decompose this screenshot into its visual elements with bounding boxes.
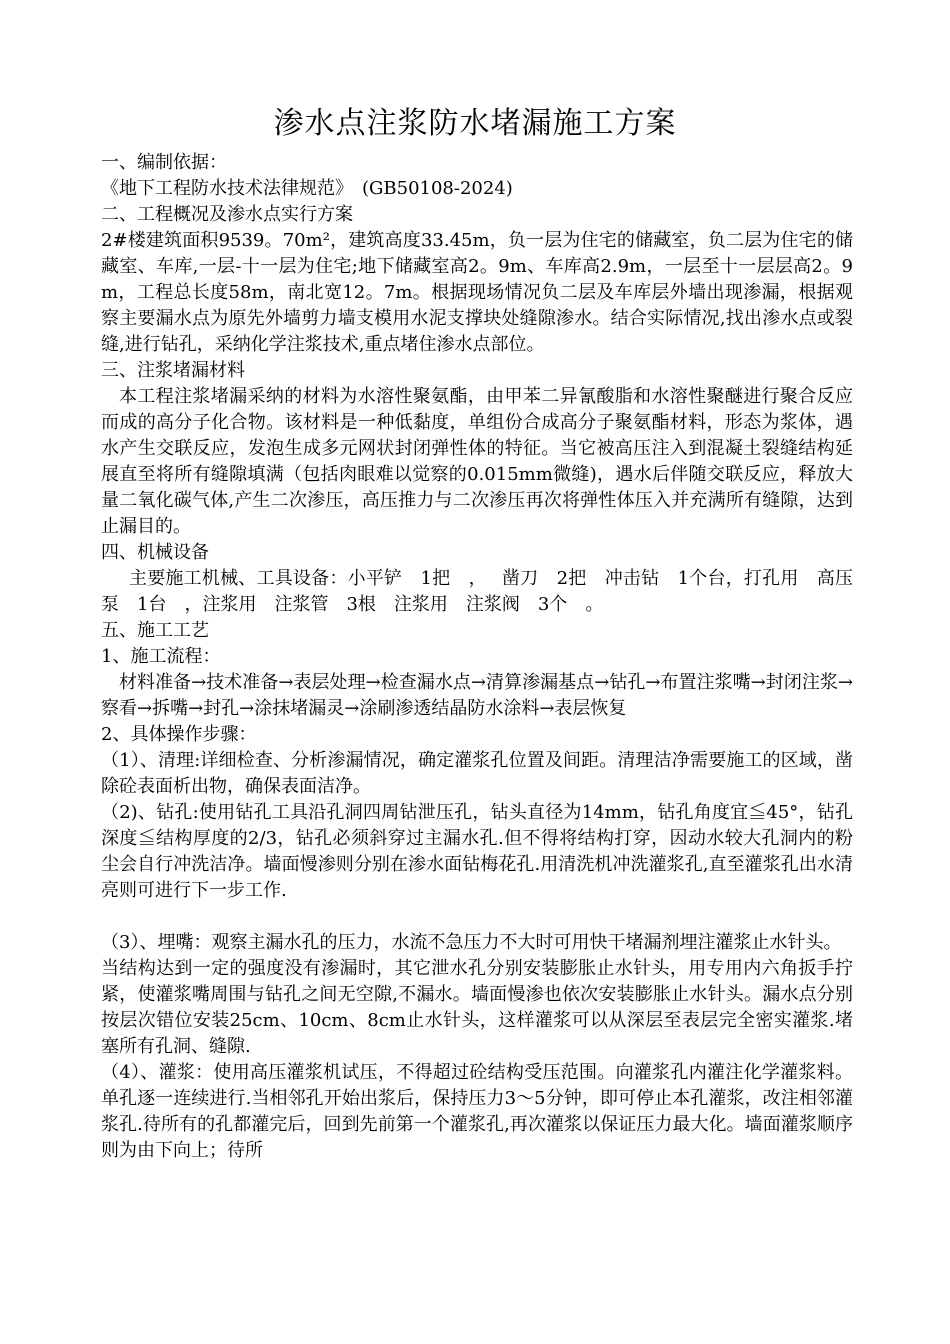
subheading-steps: 2、具体操作步骤： <box>101 724 257 745</box>
reference-standard: 《地下工程防水技术法律规范》 (GB50108-2024) <box>101 178 513 199</box>
step-drilling: （2)、钻孔:使用钻孔工具沿孔洞四周钻泄压孔，钻头直径为14mm，钻孔角度宜≦45°，钻孔深度≦结构厚度的2/3，钻孔必须斜穿过主漏水孔.但不得将结构打穿，因动水较大孔洞内的粉尘会自行冲洗洁净。墙面慢渗则分别在渗水面钻梅花孔.用清洗机冲洗灌浆孔,直至灌浆孔出水清亮则可进行下一步工作. <box>101 802 853 901</box>
equipment-paragraph: 主要施工机械、工具设备：小平铲 1把 ， 凿刀 2把 冲击钻 1个台，打孔用 高压泵 1台 ，注浆用 注浆管 3根 注浆用 注浆阀 3个 。 <box>101 568 853 615</box>
paragraph-gap <box>101 904 853 930</box>
section-heading-materials: 三、注浆堵漏材料 <box>101 360 245 381</box>
section-heading-basis: 一、编制依据： <box>101 152 227 173</box>
subheading-workflow: 1、施工流程： <box>101 646 221 667</box>
step-nozzle: （3）、埋嘴：观察主漏水孔的压力，水流不急压力不大时可用快干堵漏剂埋注灌浆止水针头。 <box>101 932 842 953</box>
step-grouting: （4）、灌浆：使用高压灌浆机试压，不得超过砼结构受压范围。向灌浆孔内灌注化学灌浆料。单孔逐一连续进行.当相邻孔开始出浆后，保持压力3～5分钟，即可停止本孔灌浆，改注相邻灌浆孔.待所有的孔都灌完后，回到先前第一个灌浆孔,再次灌浆以保证压力最大化。墙面灌浆顺序则为由下向上；待所 <box>101 1062 853 1161</box>
step-cleaning: （1）、清理:详细检查、分析渗漏情况，确定灌浆孔位置及间距。清理洁净需要施工的区域，凿除砼表面析出物，确保表面洁净。 <box>101 750 853 797</box>
materials-paragraph: 本工程注浆堵漏采纳的材料为水溶性聚氨酯，由甲苯二异氰酸脂和水溶性聚醚进行聚合反应而成的高分子化合物。该材料是一种低黏度，单组份合成高分子聚氨酯材料，形态为浆体，遇水产生交联反应，发泡生成多元网状封闭弹性体的特征。当它被高压注入到混凝土裂缝结构延展直至将所有缝隙填满（包括肉眼难以觉察的0.015mm微缝)，遇水后伴随交联反应，释放大量二氧化碳气体,产生二次渗压，高压推力与二次渗压再次将弹性体压入并充满所有缝隙，达到止漏目的。 <box>101 386 853 537</box>
section-heading-process: 五、施工工艺 <box>101 620 209 641</box>
workflow-paragraph: 材料准备→技术准备→表层处理→检查漏水点→清算渗漏基点→钻孔→布置注浆嘴→封闭注浆→察看→拆嘴→封孔→涂抹堵漏灵→涂刷渗透结晶防水涂料→表层恢复 <box>101 672 853 719</box>
overview-paragraph: 2#楼建筑面积9539。70m²，建筑高度33.45m，负一层为住宅的储藏室，负二层为住宅的储藏室、车库,一层-十一层为住宅;地下储藏室高2。9m、车库高2.9m，一层至十一层层高2。9m，工程总长度58m，南北宽12。7m。根据现场情况负二层及车库层外墙出现渗漏，根据观察主要漏水点为原先外墙剪力墙支模用水泥支撑块处缝隙渗水。结合实际情况,找出渗水点或裂缝,进行钻孔，采纳化学注浆技术,重点堵住渗水点部位。 <box>101 230 853 355</box>
document-body <box>101 150 853 1164</box>
step-nozzle-detail: 当结构达到一定的强度没有渗漏时，其它泄水孔分别安装膨胀止水针头，用专用内六角扳手拧紧，使灌浆嘴周围与钻孔之间无空隙,不漏水。墙面慢渗也依次安装膨胀止水针头。漏水点分别按层次错位安装25cm、10cm、8cm止水针头，这样灌浆可以从深层至表层完全密实灌浆.堵塞所有孔洞、缝隙. <box>101 958 853 1057</box>
section-heading-overview: 二、工程概况及渗水点实行方案 <box>101 204 353 225</box>
document-title: 渗水点注浆防水堵漏施工方案 <box>273 106 677 141</box>
section-heading-equipment: 四、机械设备 <box>101 542 209 563</box>
